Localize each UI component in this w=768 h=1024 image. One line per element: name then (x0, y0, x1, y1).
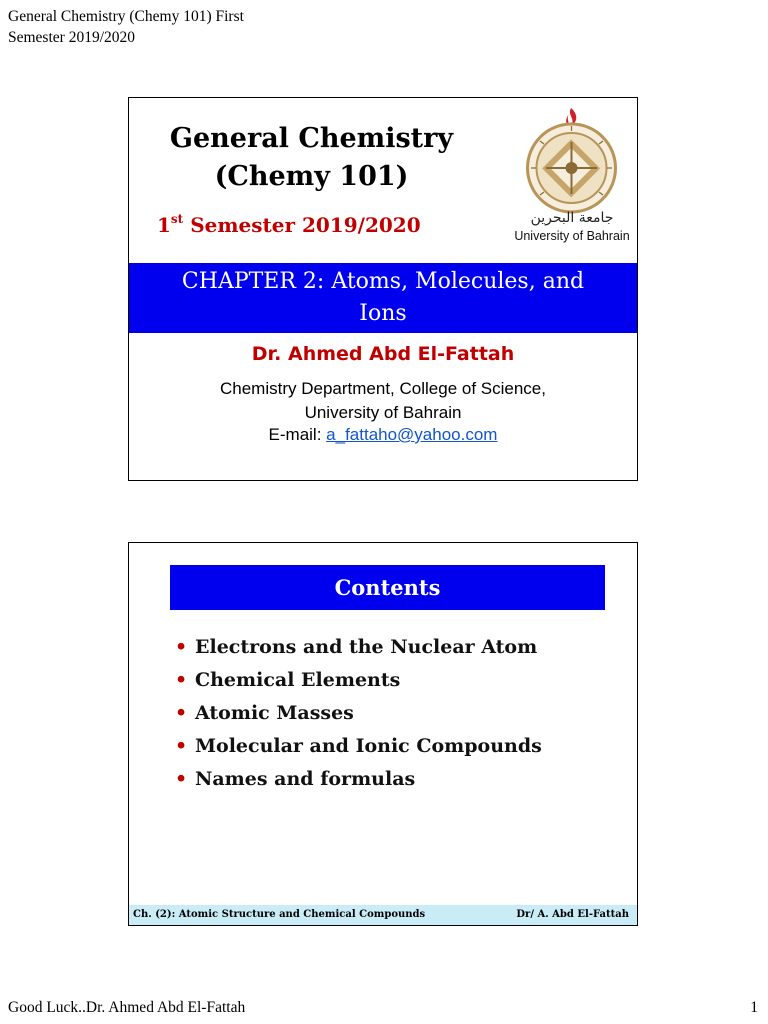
university-name-english: University of Bahrain (514, 229, 630, 243)
list-item-text: Atomic Masses (195, 702, 354, 724)
semester-text: Semester 2019/2020 (183, 213, 421, 237)
list-item (175, 664, 542, 697)
chapter-title-line1: CHAPTER 2: Atoms, Molecules, and (181, 269, 585, 294)
slide-footer-author: Dr/ A. Abd El-Fattah (516, 909, 629, 920)
course-title-line1: General Chemistry (169, 123, 454, 154)
list-item (175, 631, 542, 664)
affiliation-line1: Chemistry Department, College of Science, (220, 379, 546, 398)
author-name: Dr. Ahmed Abd El-Fattah (251, 343, 515, 365)
page-footer: Good Luck..Dr. Ahmed Abd El-Fattah (8, 999, 246, 1016)
list-item (175, 697, 542, 730)
email-label: E-mail: (268, 425, 327, 444)
affiliation (129, 377, 637, 425)
email-link[interactable]: a_fattaho@yahoo.com (326, 425, 498, 444)
email-line (129, 425, 637, 445)
list-item (175, 730, 542, 763)
semester-ordinal: st (170, 212, 184, 226)
list-item-text: Electrons and the Nuclear Atom (195, 636, 538, 658)
chapter-title (129, 263, 637, 333)
slide-footer (129, 905, 637, 925)
chapter-title-line2: Ions (359, 301, 407, 326)
list-item-text: Names and formulas (195, 768, 416, 790)
semester-label (157, 212, 421, 237)
list-item-text: Chemical Elements (195, 669, 401, 691)
list-item (175, 763, 542, 796)
university-seal-icon (524, 106, 619, 216)
title-slide (128, 97, 638, 481)
course-title-line2: (Chemy 101) (214, 161, 409, 192)
page-header (8, 6, 308, 48)
bullet-icon: • (175, 669, 188, 691)
course-title (129, 120, 494, 196)
bullet-icon: • (175, 636, 188, 658)
semester-number: 1 (157, 213, 171, 237)
contents-list (175, 631, 542, 796)
list-item-text: Molecular and Ionic Compounds (195, 735, 542, 757)
bullet-icon: • (175, 768, 188, 790)
affiliation-line2: University of Bahrain (304, 403, 462, 422)
bullet-icon: • (175, 735, 188, 757)
contents-slide (128, 542, 638, 926)
page-header-line2: Semester 2019/2020 (8, 29, 135, 46)
slide-footer-chapter: Ch. (2): Atomic Structure and Chemical Compounds (133, 909, 426, 920)
bullet-icon: • (175, 702, 188, 724)
contents-title: Contents (170, 565, 605, 610)
page-header-line1: General Chemistry (Chemy 101) First (8, 8, 244, 25)
university-name-arabic: جامعة البحرين (530, 210, 614, 226)
page-number: 1 (750, 999, 758, 1016)
